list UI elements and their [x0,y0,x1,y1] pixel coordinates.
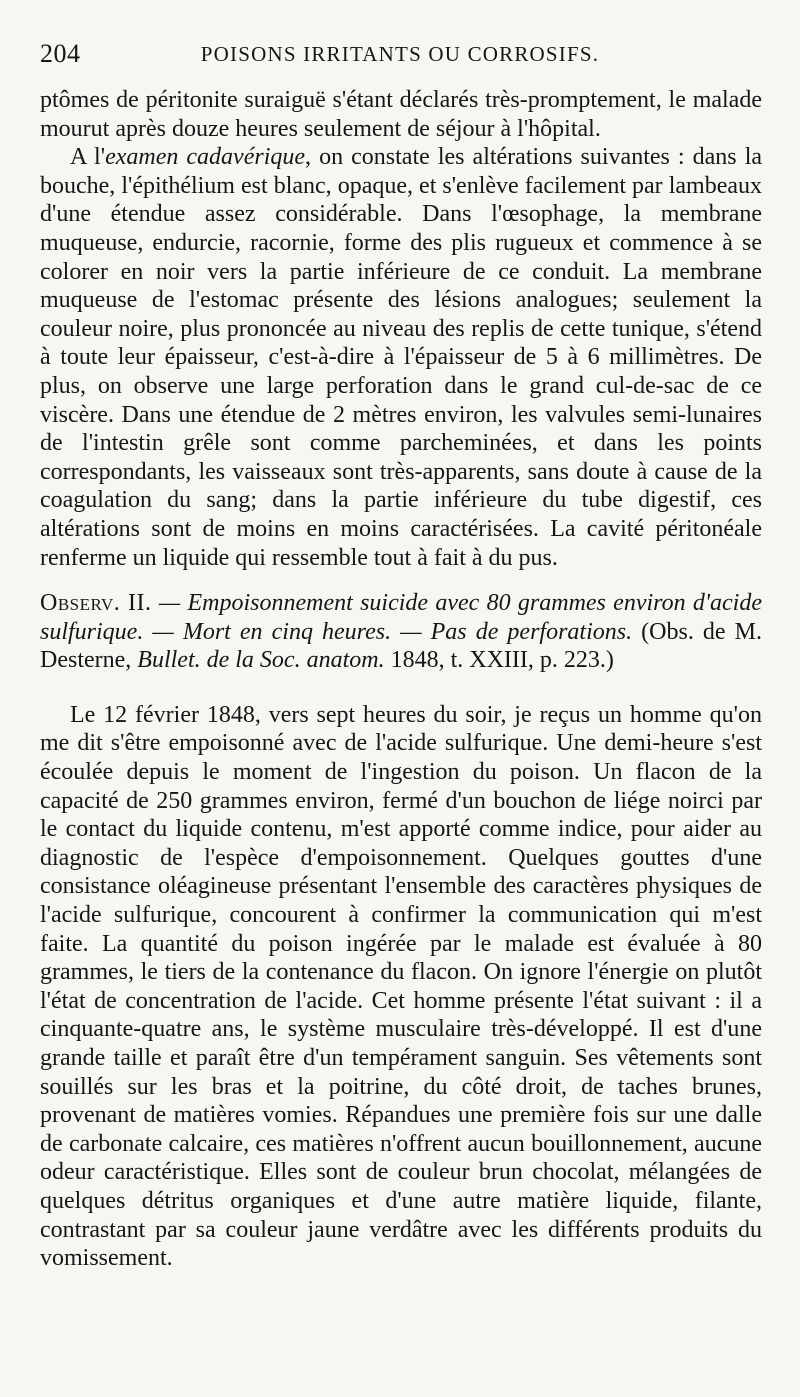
observation-heading [40,589,762,675]
observation-source-journal: Bullet. de la Soc. anatom. [137,647,385,674]
paragraph-case-report: Le 12 février 1848, vers sept heures du soir, je reçus un homme qu'on me dit s'être empoisonné avec de l'acide sulfurique. Une demi-heure s'est écoulée depuis le moment de l'ingestion du poison. Un flacon de la capacité de 250 grammes environ, fermé d'un bouchon de liége noirci par le contact du liquide contenu, m'est apporté comme indice, pour aider au diagnostic de l'espèce d'empoisonnement. Quelques gouttes d'une consistance oléagineuse présentant l'ensemble des caractères physiques de l'acide sulfurique, concourent à confirmer la communication qui m'est faite. La quantité du poison ingérée par le malade est évaluée à 80 grammes, le tiers de la contenance du flacon. On ignore l'énergie on plutôt l'état de concentration de l'acide. Cet homme présente l'état suivant : il a cinquante-quatre ans, le système musculaire très-développé. Il est d'une grande taille et paraît être d'un tempérament sanguin. Ses vêtements sont souillés sur les bras et la poitrine, du côté droit, de taches brunes, provenant de matières vomies. Répandues une première fois sur une dalle de carbonate calcaire, ces matières n'offrent aucun bouillonnement, aucune odeur caractéristique. Elles sont de couleur brun chocolat, mélangées de quelques détritus organiques et d'une autre matière liquide, filante, contrastant par sa couleur jaune verdâtre avec les différents produits du vomissement. [40,701,762,1272]
paragraph-continuation: ptômes de péritonite suraiguë s'étant déclarés très-promptement, le malade mourut après douze heures seulement de séjour à l'hôpital. [40,87,762,142]
observation-title: — Empoisonnement suicide avec 80 grammes environ d'acide sulfurique. — Mort en cinq heures. — Pas de perforations. [40,590,763,645]
autopsy-lead: A l' [70,144,106,171]
autopsy-body: , on constate les altérations suivantes : dans la bouche, l'épithélium est blanc, opaque, et s'enlève facilement par lambeaux d'une étendue assez considérable. Dans l'œsophage, la membrane muqueuse, endurcie, racornie, forme des plis rugueux et commence à se colorer en noir vers la partie inférieure de ce conduit. La membrane muqueuse de l'estomac présente des lésions analogues; seulement la couleur noire, plus prononcée au niveau des replis de cette tunique, s'étend à toute leur épaisseur, c'est-à-dire à l'épaisseur de 5 à 6 millimètres. De plus, on observe une large perforation dans le grand cul-de-sac de ce viscère. Dans une étendue de 2 mètres environ, les valvules semi-lunaires de l'intestin grêle sont comme parcheminées, et dans les points correspondants, les vaisseaux sont très-apparents, sans doute à cause de la coagulation du sang; dans la partie inférieure du tube digestif, ces altérations sont de moins en moins caractérisées. La cavité péritonéale renferme un liquide qui ressemble tout à fait à du pus. [40,144,763,571]
page-number: 204 [40,39,81,68]
body-text [40,86,762,1273]
page-header [40,34,760,74]
observation-label: Observ. II. [40,590,152,617]
observation-source-tail: 1848, t. XXIII, p. 223.) [384,647,614,674]
observation-source-lead: (Obs. de M. Desterne, [40,618,762,674]
running-title: POISONS IRRITANTS OU CORROSIFS. [200,42,600,66]
paragraph-autopsy [40,143,762,572]
autopsy-italic: examen cadavérique [105,144,306,171]
